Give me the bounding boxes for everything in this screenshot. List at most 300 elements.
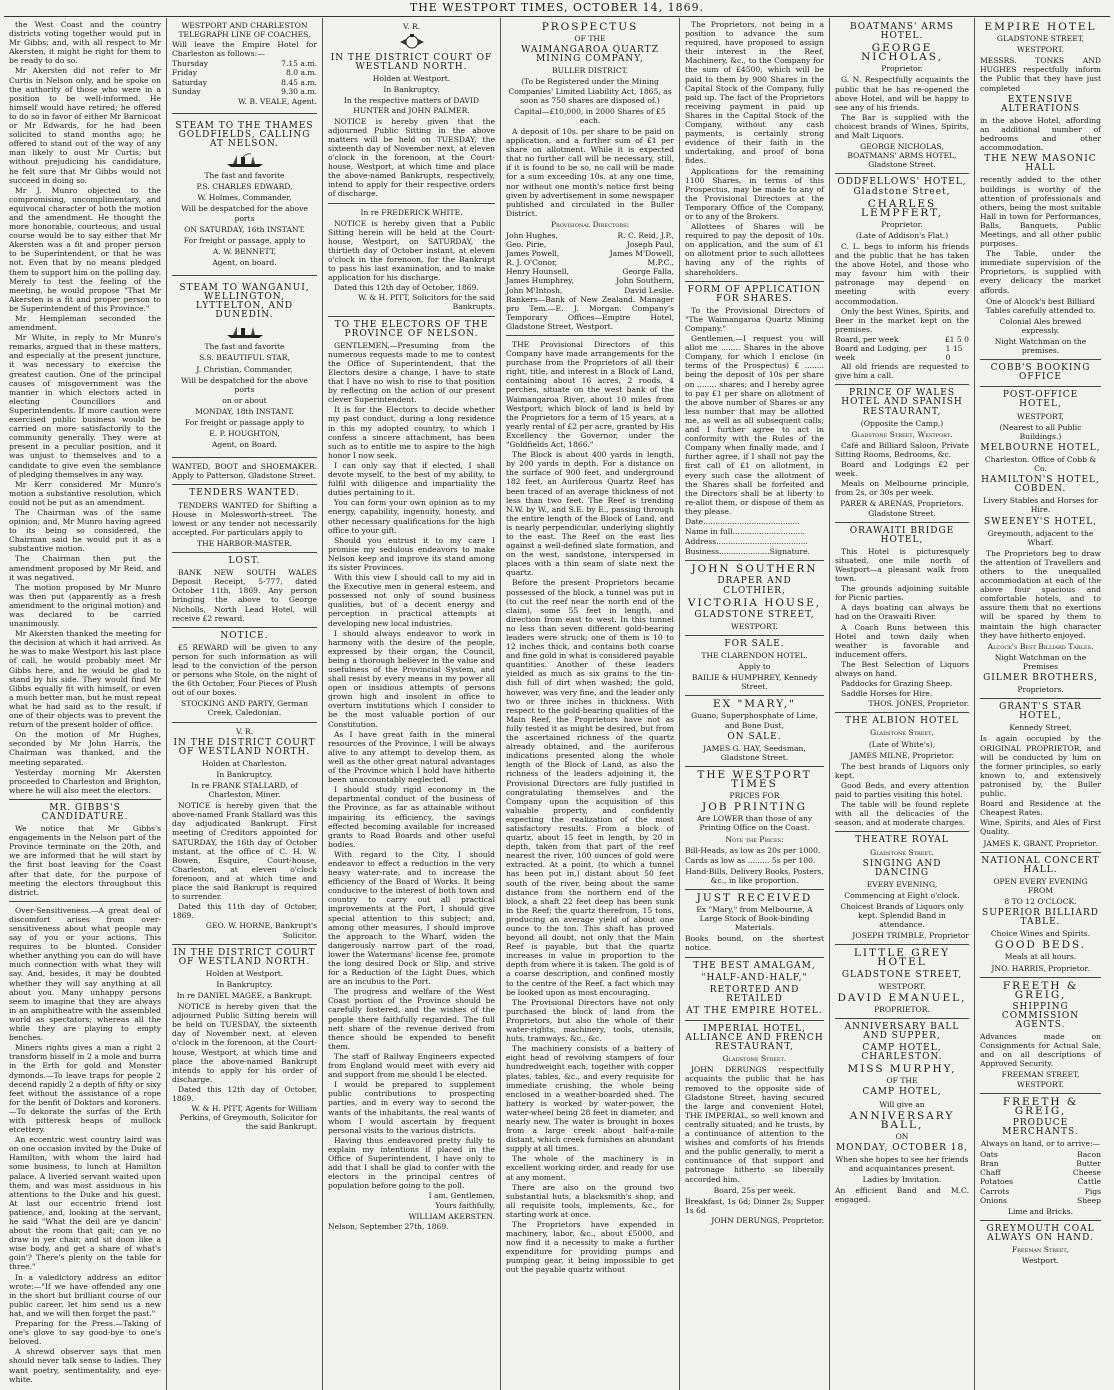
deposit-para: A deposit of 10s. per share to be paid on application, and a further sum of £1 per share on allotment. While it is expected that no further call will be necessary, still, if it is found to be so, no call will be made for a sum exceeding 10s. at any one time, nor without one month's notice first being given by advertisement in some newspaper published and circulated in the Buller District. [506, 126, 674, 218]
wanganui-line: J. Christian, Commander, [196, 364, 293, 374]
theatre-every: EVERY EVENING, [866, 879, 938, 889]
cl-late: (Late of Addison's Flat.) [855, 230, 949, 240]
court-signer-2: W. & H. PITT, Solicitors for the said Bankrupts. [358, 293, 495, 312]
po-title: POST-OFFICE HOTEL, [1002, 390, 1079, 410]
times-job: JOB PRINTING [702, 801, 807, 814]
court-title: IN THE DISTRICT COURT OF WESTLAND NORTH. [173, 737, 316, 757]
report-paragraph: the West Coast and the country districts voting together would put in Mr Gibbs; and, with all respect to Mr Akersten, it might be right for them to be ready to do so. [9, 20, 161, 66]
divider [172, 627, 317, 628]
court-re: In the respective matters of DAVID HUNTER and JOHN PALMER. [343, 96, 480, 115]
vr-mark: V. R. [235, 726, 254, 736]
produce-row-cell: Carrots [980, 1186, 1010, 1196]
divider [980, 386, 1101, 387]
prospectus-paragraph: THE Provisional Directors of this Company have made arrangements for the purchase from the Proprietors of all their right, title, and interest in a Block of Land, containing about 16 acres, 2 roods, 4 perches, situate on the west bank of the Waimangaroa River, about 10 miles from Westport; which block of land is held by the Proprietors for a term of 15 years, at a yearly rental of £2 per acre, granted by His Excellency the Governor, under the "Goldfields Act, 1866." [506, 340, 674, 450]
just-received: JUST RECEIVED [696, 891, 813, 904]
form-to: To the Provisional Directors of "The Waimangaroa Quartz Mining Company." [685, 305, 824, 333]
cl-wines: Only the best Wines, Spirits, and Beer in the market kept on the premises. [835, 306, 969, 334]
fg1-shipping: SHIPPING COMMISSION AGENTS. [1001, 1001, 1080, 1030]
empire-town: WESTPORT. [1017, 45, 1064, 55]
produce-row-cell: Bran [980, 1159, 999, 1169]
oddfellows-title: ODDFELLOWS' HOTEL, Gladstone Street, [837, 177, 967, 197]
director-row-cell: Geo. Pirie, [506, 240, 547, 250]
form-fields [685, 517, 824, 556]
wanganui-details [172, 342, 317, 449]
wanganui-line: Agent, on Board. [211, 440, 278, 450]
prospectus-of: OF THE [574, 34, 606, 44]
pow-opposite: (Opposite the Camp,) [860, 418, 944, 428]
report-paragraph: Mr Akersten thanked the meeting for the decision at which it had arrived. As he was to make Westport his last place of call, he would probably meet Mr Gibbs here, and he would be glad to stand by his side. They would find Mr Gibbs equally fit with himself, or even a much better man, but he must repeat what he had said as to the result, if one of their objects was to prevent the return of the present holder of office. [9, 629, 161, 730]
meals-text: Meals at all hours. [1004, 952, 1077, 962]
southern-name: JOHN SOUTHERN [691, 563, 818, 576]
rate-row-cell: £1 5 0 [944, 334, 969, 344]
report-paragraph: Yesterday morning Mr Akersten proceeded to Charleston and Brighton, where he will also meet the electors. [9, 767, 161, 795]
nch-title: NATIONAL CONCERT HALL. [981, 855, 1100, 875]
court-held: Holden at Westport. [372, 74, 451, 84]
murphy-band: An efficient Band and M.C. engaged. [835, 1186, 969, 1205]
letter-paragraph: You can form your own opinion as to my energy, capability, ingenuity, honesty, and other necessary qualifications for the high office to your gift. [328, 498, 495, 535]
letter-paragraph: With this view I should call to my aid in the Executive men in general esteem, and possessed not only of sound business qualities, but of a decent energy and perception in practical attempts at developing new local industries. [328, 573, 495, 628]
steamship-icon [225, 152, 265, 168]
mary-sale: ON SALE. [727, 731, 782, 742]
report-paragraph: Mr Hempleman seconded the amendment. [9, 314, 161, 333]
director-row [506, 286, 674, 295]
alterations-text: in the above Hotel, affording an additional number of bedrooms and other accommodation. [980, 115, 1101, 153]
steamship-icon [225, 323, 265, 339]
miscellany-paragraph: Preparing for the Press.—Taking of one's glove to say good-bye to one's beloved. [9, 1319, 161, 1347]
cl-proprietor: Proprietor. [881, 219, 923, 229]
coal-title: GREYMOUTH COAL ALWAYS ON HAND. [986, 1223, 1095, 1243]
times-title: THE WESTPORT TIMES [697, 768, 812, 791]
mary-title: EX "MARY," [713, 698, 796, 711]
ales-text: Colonial Ales brewed expressly. [999, 316, 1082, 335]
divider [980, 1093, 1101, 1094]
letter-paragraph: I would be prepared to supplement public contributions to prospecting parties, and in every way to second the wants of the inhabitants, the real wants of whom I would ascertain by frequent personal visits to the various districts. [328, 1080, 495, 1135]
court-date: Dated this 11th day of October, 1869. [172, 902, 317, 921]
gn-bar: The Bar is supplied with the choicest brands of Wines, Spirits, and Malt Liquors. [835, 112, 969, 141]
gsh-title: GRANT'S STAR HOTEL, [999, 702, 1082, 722]
court2-re: In re DANIEL MAGEE, a Bankrupt. [176, 990, 313, 1000]
form-field: Name in full.............................. [685, 527, 805, 537]
thames-line: W. Holmes, Commander, [197, 193, 292, 203]
prospectus-paragraph: Allottees of Shares will be required to pay the deposit of 10s. on application, and the sum of £1 on allotment prior to such allottees having any of the rights of shareholders. [685, 222, 824, 277]
divider [835, 384, 969, 385]
times-price-row: Bill-Heads, as low as 20s per 1000. [685, 845, 821, 855]
form-field: Address...................................... [685, 537, 808, 547]
meeting-report [9, 20, 161, 795]
divider [328, 203, 495, 204]
report-paragraph: Mr White, in reply to Mr Munro's remarks, argued that in these matters, and especially at the present juncture, it was necessary to exercise the greatest caution. One of the principal causes of misgovernment was the manner in which electors acted in electing Councillors and Superintendents. If more caution were exercised public business would be carried on more satisfactorily to the community generally. They were at present in a peculiar position, and it was unjust to themselves and to a candidate to give even the semblance of pledging themselves in any way. [9, 333, 161, 479]
fg2-lime: Lime and Bricks. [1007, 1206, 1074, 1216]
emanuel-proprietor: PROPRIETOR. [874, 1004, 930, 1014]
court-held: Holden at Charleston. [202, 758, 287, 768]
just-books: Books bound, on the shortest notice. [685, 934, 824, 953]
masonic-text: recently added to the other buildings is worthy of the attention of professionals and others, being the most suitable Hall in town for Performances, Balls, Banquets, Public Meetings, and all other public purposes. [980, 175, 1101, 249]
court2-signer: W. & H. PITT, Agents for William Perkins, of Greymouth, Solicitor for the said Bankrupt. [179, 1104, 317, 1132]
letter-paragraph: The staff of Railway Engineers expected from England would meet with every aid and support from me should I be elected. [328, 1051, 495, 1080]
column-5 [680, 18, 830, 1390]
murphy-on: ON [895, 1131, 909, 1141]
theatre-title: THEATRE ROYAL [855, 835, 949, 846]
report-paragraph: The motion proposed by Mr Munro was then put (apparently as a fresh amendment to the original motion) and was declared to be carried unanimously. [9, 582, 161, 629]
divider [835, 522, 969, 523]
prospectus-paragraph: The whole of the machinery is in excellent working order, and ready for use at any moment. [506, 1154, 674, 1182]
court-bankruptcy: In Bankruptcy. [216, 769, 273, 779]
amalgam-text: RETORTED AND RETAILED [709, 984, 800, 1004]
thames-line: ON SATURDAY, 16th INSTANT. [184, 224, 305, 234]
melbourne-text: Charleston. Office of Cobb & Co. [984, 454, 1097, 474]
produce-row [980, 1177, 1101, 1186]
timetable-row-cell: Friday [172, 68, 198, 78]
coach-title: WESTPORT AND CHARLESTON TELEGRAPH LINE OF COACHES, [178, 21, 311, 40]
murphy-ladies: Ladies by Invitation. [862, 1175, 942, 1185]
orawaiti-signer: THOS. JONES, Proprietor. [868, 699, 969, 709]
emanuel-name: DAVID EMANUEL, [837, 991, 967, 1004]
albion-late: (Late of White's), [868, 739, 936, 749]
produce-row [980, 1168, 1101, 1177]
divider [172, 722, 317, 723]
sale-text: THE CLARENDON HOTEL. [701, 651, 808, 660]
vr-mark: V. R. [402, 22, 421, 31]
court-text-2: NOTICE is hereby given that a Public Sitting herein will be held at the Court-house, Westport, on SATURDAY, the thirtieth day of October instant, at eleven o'clock in the forenoon, for the Bankrupt to pass his last examination, and to make application for his discharge. [328, 218, 495, 283]
thames-details [172, 171, 317, 267]
lost-text: BANK NEW SOUTH WALES Deposit Receipt, 5-777, dated October 11th, 1869. Any person bringing the above to George Nicholls, North Lead Hotel, will receive £2 reward. [172, 568, 317, 623]
pow-board: Board and Lodgings £2 per week. [835, 460, 969, 479]
melbourne-title: MELBOURNE HOTEL, [980, 442, 1101, 453]
fg2-title: FREETH & GREIG, [1002, 1095, 1079, 1117]
orawaiti-saddle: Saddle Horses for Hire. [841, 689, 933, 699]
miscellany-paragraph: A shrewd observer says that men should never talk sense to ladies. They want poetry, sentimentality, and eye-white. [9, 1347, 161, 1384]
lgh-title: LITTLE GREY HOTEL [853, 947, 951, 969]
wanganui-steam-ad [172, 280, 317, 453]
coach-intro: Will leave the Empire Hotel for Charleston as follows:— [172, 40, 317, 59]
royal-crest-icon [399, 33, 425, 51]
letter-paragraph: As I have great faith in the mineral resources of the Province, I will be always alive to any attempt to develop them, as well as the other great natural advantages of the Province which I hold have hitherto been unaccountably neglected. [328, 729, 495, 785]
directors-heading: Provisional Directors: [550, 219, 630, 229]
report-paragraph: The Chairman was of the same opinion; and, Mr Munro having agreed to its being so considered, the Chairman said he would put it as a substantive motion. [9, 507, 161, 554]
times-price-row: Cards as low as ......... 5s per 100. [685, 855, 816, 865]
prospectus-paragraph: The Proprietors, not being in a position to advance the sum required, have proposed to assign their interest in the Reef, Machinery, &c., to the Company for the sum of £4500, which will be paid to them by 900 Shares in the Capital Stock of the Company, fully paid up. The fact of the Proprietors receiving payment in paid up Shares in the Capital Stock of the Company, without any cash payments, is certainly strong evidence of their faith in the undertaking, and proof of bona fides. [685, 20, 824, 166]
divider [172, 275, 317, 276]
tonks-text: MESSRS. TONKS AND HUGHES respectfully inform the Public that they have just completed [980, 56, 1101, 93]
timetable-row [172, 78, 317, 87]
timetable-row-cell: 7.15 a.m. [281, 59, 317, 69]
amalgam-title: THE BEST AMALGAM, [693, 960, 816, 971]
pow-text: Café and Billiard Saloon, Private Sitting Rooms, Bedrooms, &c. [835, 440, 969, 459]
nch-time: 8 TO 12 O'CLOCK. [1004, 896, 1077, 906]
court-re-2: In re FREDERICK WHITE. [360, 207, 463, 217]
cobb-heading: COBB'S BOOKING OFFICE [990, 363, 1091, 383]
murphy-of: OF THE [886, 1076, 918, 1086]
column-3 [323, 18, 501, 1390]
divider [172, 484, 317, 485]
mary-text: Guano, Superphosphate of Lime, and Bone Dust, [691, 711, 818, 730]
timetable-row [172, 87, 317, 96]
divider [172, 552, 317, 553]
gilmer-proprietors: Proprietors. [1017, 685, 1064, 695]
orawaiti-liquors: The Best Selection of Liquors always on hand. [835, 659, 969, 678]
court2-title: IN THE DISTRICT COURT OF WESTLAND NORTH. [173, 947, 316, 967]
ball-title: ANNIVERSARY BALL AND SUPPER, [844, 1021, 960, 1041]
divider [9, 901, 161, 902]
thames-line: For freight or passage, apply to [183, 235, 306, 245]
sale-heading: FOR SALE. [724, 638, 785, 649]
masthead: THE WESTPORT TIMES, OCTOBER 14, 1869. [4, 0, 1110, 17]
company-name: WAIMANGAROA QUARTZ MINING COMPANY, [521, 45, 659, 65]
letter-paragraph: GENTLEMEN,—Presuming from the numerous requests made to me to contest the Office of Superintendent, that the Electors desire a change, I have to state that I have no wish to rise to that position by reflecting on the action of our present clever Superintendent. [328, 340, 495, 405]
wanganui-line: The fast and favorite [204, 342, 285, 352]
timetable-row-cell: Thursday [172, 59, 209, 69]
director-row-cell: James M'Dowell, [609, 249, 674, 259]
electors-heading: TO THE ELECTORS OF THE PROVINCE OF NELSON. [334, 319, 489, 339]
miscellany-paragraph: Over-Sensitiveness.—A great deal of discomfort arises from over-sensitiveness about what people may say of you or your actions. This requires to be blunted. Consider whether anything you can do will have much connection with what they will say. And, besides, it may be doubted whether they will say anything at all about you. Many unhappy persons seem to imagine that they are always in an amphitheatre with the assembled world as spectators; whereas all the while they are playing to empty benches. [9, 905, 161, 1043]
times-note: Note the Prices: [725, 834, 784, 844]
times-lower: Are LOWER than those of any Printing Office on the Coast. [696, 814, 813, 833]
director-row-cell: Henry Hounsell, [506, 267, 569, 277]
director-row-cell: John M'Intosh, [506, 285, 563, 295]
cl-text: C. L. begs to inform his friends and the public that he has taken the above Hotel, and those who may favour him with their patronage may depend on meeting with every accommodation. [835, 241, 969, 306]
murphy-date: MONDAY, OCTOBER 18, [835, 1142, 969, 1153]
produce-row-cell: Pigs [1084, 1186, 1101, 1196]
prospectus-paragraph: Before the present Proprietors became possessed of the block, a tunnel was put in (to cut the reef near the north end of the claim), some 55 feet in length, and direction from east to west. In this tunnel no less than seven different gold-bearing leaders were struck; one of them is 10 to 12 inches thick, and contains both coarse and fine gold in what is considered payable quantities. Another of these leaders yielded as much as six grains to the tin-dish full of dirt when washed; the gold, however, was very fine, and the leader only two or three inches in thickness. With respect to the gold-bearing qualities of the Main Reef, the Proprietors have not as fully tested it as might be desired, but from the ascertained richness of the quartz already obtained, and the auriferous indications presented along the whole length of the Block of Land, as also the richness of the leaders adjoining it, the Provisional Directors are fully justified in congratulating themselves and the Company upon the acquisition of this valuable property, and confidently expecting the realization of the most satisfactory results. From a block of quartz, about 15 feet in length, by 20 in depth, taken from that part of the reef nearest the river, 100 ounces of gold were extracted. At a point, (to which a tunnel has been put in,) distant about 50 feet south of the river, being about the same distance from the northern end of the block, a shaft 22 feet deep has been sunk in the Reef; the quartz therefrom, 15 tons, producing an average yield of about one ounce to the ton. This shaft has proved beyond all doubt, not only that the Main Reef is payable, but that the quartz increases in value in proportion to the depth from where it is taken. The gold is of a coarse description, and confined mostly to the centre of the Reef, a fact which may be looked upon as most encouraging. [506, 578, 674, 997]
director-row-cell: James Powell, [506, 249, 560, 259]
sale-apply: Apply to [738, 662, 771, 672]
prospectus-title: PROSPECTUS [541, 21, 639, 33]
fg1-title: FREETH & GREIG, [1002, 979, 1079, 1001]
theatre-signer: JOSEPH TRIMBLE, Proprietor [852, 931, 969, 941]
produce-row-cell: Potatoes [980, 1177, 1013, 1187]
produce-row-cell: Sheep [1077, 1195, 1101, 1205]
form-field: Date........................................ [685, 516, 800, 526]
southern-trade: DRAPER AND CLOTHIER, [717, 576, 792, 596]
albion-table: The table will be found replete with all the delicacies of the season, and at moderate charges. [835, 800, 969, 828]
theatre-sing: SINGING AND DANCING [862, 858, 942, 878]
divider [980, 698, 1101, 699]
report-paragraph: Mr J. Munro objected to the compromising, uncomplimentary, and equivocal character of both the motion and the amendment. He thought the more honorable, courteous, and usual course would be to say either that Mr Akersten was a fit and proper person to be Superintendent, or that he was not. Even that by no means pledged them to support him on the polling day. Merely to test the feeling of the meeting, he would propose "That Mr Akersten is a fit and proper person to be Superintendent of this Province." [9, 185, 161, 313]
just-text: Ex "Mary," from Melbourne, A Large Stock of Book-binding Materials. [696, 905, 813, 933]
notice-heading: NOTICE. [220, 630, 269, 641]
director-row-cell: David Leslie. [624, 285, 674, 295]
wanganui-line: MONDAY, 18th INSTANT. [195, 406, 294, 416]
director-row [506, 249, 674, 258]
imperial-signer: JOHN DERUNGS, Proprietor. [711, 1215, 824, 1225]
letter-paragraph: Should you entrust it to my care I promise my sedulous endeavors to make Nelson keep and improve its stand among its sister Provinces. [328, 535, 495, 572]
prospectus-body [506, 340, 674, 1275]
gibbs-text: We notice that Mr Gibbs's engagements in the Nelson part of the Province terminate on the 20th, and we are informed that he will start by the first boat leaving for the Coast after that date, for the purpose of meeting the electors throughout this district. [9, 824, 161, 897]
divider [980, 359, 1101, 360]
column-2 [167, 18, 323, 1390]
director-row [506, 276, 674, 285]
thames-title: STEAM TO THE THAMES GOLDFIELDS, CALLING AT NELSON. [175, 120, 314, 150]
prospectus-paragraph: The Proprietors have expended in machinery, labor, &c., about £5000, and now find it a necessity to make a further expenditure for providing pumps and pumping gear, it being impossible to get out the payable quartz without [506, 1220, 674, 1275]
billiard-text: Choice Wines and Spirits. [990, 929, 1091, 939]
southern-house: VICTORIA HOUSE, [687, 596, 822, 609]
coach-timetable [172, 59, 317, 95]
gibbs-heading: MR. GIBBS'S CANDIDATURE. [41, 802, 129, 822]
coal-street: Freeman Street, [1011, 1244, 1070, 1254]
divider [685, 766, 824, 767]
court2-date: Dated this 12th day of October, 1869. [172, 1084, 317, 1103]
director-row-cell: M.P.C., [647, 258, 674, 268]
gn-text: G. N. Respectfully acquaints the public that he has re-opened the above Hotel, and will be happy to see any of his friends. [835, 75, 969, 112]
divider [685, 957, 824, 958]
gn-name: GEORGE NICHOLAS, [861, 42, 943, 64]
timetable-row-cell: 9.30 a.m. [281, 86, 317, 96]
pow-meals: Meals on Melbourne principle, from 2s, or 30s per week. [835, 479, 969, 498]
southern-street: GLADSTONE STREET, [694, 609, 815, 620]
divider [685, 695, 824, 696]
prospectus-continued [685, 20, 824, 277]
rate-row [835, 344, 969, 362]
lost-heading: LOST. [228, 556, 261, 567]
night-text: Night Watchman on the premises. [994, 337, 1087, 356]
harris-signer: JNO. HARRIS, Proprietor. [991, 963, 1090, 973]
court2-held: Holden at Westport. [205, 968, 284, 978]
produce-row-cell: Chaff [980, 1168, 1001, 1178]
letter-paragraph: I should always endeavor to work in harmony with the desire of the people, expressed by their organ, the Council, being a thorough believer in the value and usefulness of the Provincial System, and shall resist by every means in my power all open or insidious attempts of persons grown high and insolent in office to overturn institutions which I consider to be the most valuable portion of our Constitution. [328, 628, 495, 729]
produce-row [980, 1159, 1101, 1168]
director-row-cell: George Falla, [622, 267, 674, 277]
letter-paragraph: I can only say that if elected, I shall devote myself, to the best of my ability, to fulfil with diligence and impartiality the duties pertaining to it. [328, 460, 495, 498]
alcock-text: One of Alcock's best Billiard Tables carefully attended to. [985, 296, 1096, 315]
orawaiti-coach: A Coach Runs between this Hotel and town daily when weather is favorable and inducement offers. [835, 622, 969, 659]
lgh-town: WESTPORT. [878, 981, 926, 991]
boatmans-title: BOATMANS' ARMS HOTEL. [850, 22, 954, 42]
murphy-text: When she hopes to see her friends and acquaintances present. [835, 1155, 969, 1174]
empire-street: GLADSTONE STREET, [996, 34, 1085, 44]
po-town: WESTPORT, [1017, 411, 1064, 421]
pow-signer: PARER & ARENAS, Proprietors. Gladstone Street. [840, 499, 964, 518]
gsh-board: Board and Residence at the Cheapest Rates. [980, 799, 1101, 818]
night2-text: Night Watchman on the Premises [994, 652, 1087, 671]
wanganui-line: S.S. BEAUTIFUL STAR, [199, 353, 290, 363]
column-6 [830, 18, 975, 1390]
divider [835, 1018, 969, 1019]
letter-signer: WILLIAM AKERSTEN. [408, 1211, 495, 1221]
wanganui-line: on or about [222, 395, 267, 405]
divider [328, 316, 495, 317]
divider [685, 635, 824, 636]
times-handbills: Hand-Bills, Delivery Books, Posters, &c., in like proportion. [685, 866, 824, 885]
company-district: BULLER DISTRICT. [552, 66, 628, 76]
murphy-will: Will give an [879, 1099, 925, 1109]
fg2-produce-list [980, 1150, 1101, 1205]
form-field: Business.....................Signature. [685, 547, 811, 557]
divider [980, 1220, 1101, 1221]
produce-row [980, 1196, 1101, 1205]
divider [685, 281, 824, 282]
murphy-camp: CAMP HOTEL, [862, 1087, 942, 1098]
sweeney-title: SWEENEY'S HOTEL, [983, 516, 1098, 527]
director-row-cell: James Humphrey, [506, 276, 574, 286]
letter-paragraph: Having thus endeavored pretty fully to explain my intentions if placed in the Office of Superintendent, I have only to add that I shall be glad to confer with the electors in the principal centres of population before going to the poll. [328, 1135, 495, 1191]
court2-text: NOTICE is hereby given that the adjourned Public Sitting herein will be held on TUESDAY, the sixteenth day of November next, at eleven o'clock in the forenoon, at the Court-house, Westport, at which time and place the above-named Bankrupt intends to apply for his order of discharge. [172, 1002, 317, 1084]
court-signer: GEO. W. HORNE, Bankrupt's Solicitor. [205, 921, 317, 940]
divider [172, 457, 317, 458]
imperial-title: IMPERIAL HOTEL, ALLIANCE AND FRENCH RESTAURANT, [685, 1024, 824, 1053]
gsh-text: Is again occupied by the ORIGINAL PROPRIETOR, and will be conducted by him on the former principles, so early known to, and extensively patronised by, the Buller public. [980, 734, 1101, 799]
divider [685, 889, 824, 890]
empire-title: EMPIRE HOTEL [984, 21, 1097, 33]
tenders-text: TENDERS WANTED for Shifting a House in Molesworth-street. The lowest or any tender not necessarily accepted. For particulars apply to [172, 500, 317, 537]
prospectus-paragraph: The Block is about 400 yards in length, by 200 yards in depth. For a distance on the surface of 900 feet, and underground 182 feet, an Auriferous Quartz Reef has been traced of an average thickness of not less than two feet. The Reef is trending N.W. by W., and S.E. by E., passing through the entire length of the Block of Land, and is nearly perpendicular, underlying slightly to the east. The Reef on the east lies against a well-defined slate formation, and on the west, sandstone, interspersed in places with a thin seam of slate next the quartz. [506, 450, 674, 578]
po-near: (Nearest to all Public Buildings.) [999, 422, 1082, 441]
thames-line: Will be despatched for the above ports [181, 204, 308, 223]
cl-note: All old friends are requested to give him a call. [835, 362, 969, 381]
divider [835, 173, 969, 174]
sale-signer: BAILIE & HUMPHREY, Kennedy Street. [691, 673, 818, 692]
divider [172, 944, 317, 945]
times-prices-list [685, 846, 824, 865]
rate-row-cell: 1 15 0 [945, 344, 963, 363]
produce-row [980, 1150, 1101, 1159]
report-paragraph: Mr Kerr considered Mr Munro's motion a substantive resolution, which could not be put as an amendment. [9, 479, 161, 507]
columns [4, 18, 1110, 1390]
divider [506, 335, 674, 336]
orawaiti-text: This Hotel is picturesquely situated, one mile north of Westport—a pleasant walk from town. [835, 546, 969, 584]
divider [172, 113, 317, 114]
imperial-text: JOHN DERUNGS respectfully acquaints the public that he has removed to the opposite side of Gladstone Street, having secured the large and convenient Hotel, THE IMPERIAL, so well known and centrally situated; and he trusts, by a continuance of attention to the wishes and comforts of his friends and the public generally, to merit a continuance of that support and patronage hitherto so liberally accorded him. [685, 1065, 824, 1184]
lgh-street: GLADSTONE STREET, [841, 969, 963, 980]
alterations-heading: EXTENSIVE ALTERATIONS [1000, 94, 1081, 114]
capital-note: Capital—£10,000, in 2000 Shares of £5 each. [514, 106, 666, 125]
cl-name: CHARLES LEMPFERT, [861, 197, 943, 219]
produce-row-cell: Cattle [1077, 1177, 1101, 1187]
rate-row [835, 335, 969, 344]
gn-proprietor: Proprietor. [881, 64, 923, 74]
billiard-title: SUPERIOR BILLIARD TABLE. [982, 908, 1099, 928]
director-row [506, 240, 674, 249]
registration-note: (To be Registered under the Mining Companies' Limited Liability Act, 1865, as soon as 750 shares are disposed of.) [508, 77, 672, 105]
report-paragraph: Mr Akersten did not refer to Mr Curtis in Nelson only, and he spoke on the authority of those who were in a position to be well-informed. He himself would have retired; he offered to do so in favor of either Mr Barnicoat or Mr Edwards, for he had been solicited to stand months ago; he offered to stand out of the way of any man likely to oust Mr Curtis; but without prejudicing his candidature, he felt sure that Mr Gibbs would not succeed in doing so. [9, 66, 161, 185]
rate-row-cell: Board and Lodging, per week [835, 344, 927, 363]
divider [835, 712, 969, 713]
sweeney-text: Greymouth, adjacent to the Wharf. [987, 528, 1094, 547]
timetable-row-cell: Sunday [172, 86, 201, 96]
imperial-board: Board, 25s per week. [713, 1185, 796, 1195]
directors-list [506, 231, 674, 295]
electors-letter [328, 341, 495, 1191]
produce-row-cell: Bacon [1077, 1150, 1101, 1160]
notice-signer: STOCKING AND PARTY, German Creek, Caledonian. [181, 699, 308, 718]
amalgam-at: AT THE EMPIRE HOTEL. [686, 1005, 823, 1016]
court-text: NOTICE is hereby given that the adjourned Public Sitting in the above matters will be held on TUESDAY, the sixteenth day of November next, at eleven o'clock in the forenoon, at the Court-house, Westport, at which time and place the above-named Bankrupts, respectively, intend to apply for their respective orders of discharge. [328, 116, 495, 199]
thames-line: Agent, on board. [212, 257, 277, 267]
miscellany-paragraph: Miners rights gives a man a right 2 transform hisself in 2 a mole and burra in the Erth for gold and Monster dymonds.—To leave traps for people 2 decend rapidly 2 a depth of fifty or sixy feet without the assistance of a rope for the benfit of Doktors and koroners.—To dekorate the surfas of the Erth with pitteresk heaps of mullock etcettery. [9, 1043, 161, 1135]
letter-paragraph: It is for the Electors to decide whether my past conduct, during a long residence in this my adopted country, to which I confess a sincere attachment, has been such as to entitle me to aspire to the high honor I now seek. [328, 405, 495, 460]
masonic-heading: THE NEW MASONIC HALL [984, 154, 1097, 174]
miscellany-paragraph: An eccentric west country laird was on one occasion invited by the Duke of Hamilton, with whom the laird had some business, to lunch at Hamilton palace. A liveried servant waited upon them, and was most assiduous in his attentions to the Duke and his guest. At last our eccentric friend lost patience, and, looking at the servant, he said "What the deil are ye dancin' about the room that gait; can ye no draw in yer chair, and sit doon like a wise body, and get a share of what's goin'? There's plenty on the table for three." [9, 1135, 161, 1272]
court2-bankruptcy: In Bankruptcy. [216, 979, 273, 989]
albion-beds: Good Beds, and every attention paid to parties visiting this hotel. [835, 780, 969, 800]
gn-signer: GEORGE NICHOLAS, BOATMANS' ARMS HOTEL, Gladstone Street. [847, 142, 957, 170]
murphy-ball: ANNIVERSARY BALL, [849, 1109, 955, 1131]
wanganui-line: Will be despatched for the above ports [181, 375, 308, 394]
divider [9, 799, 161, 800]
director-row-cell: John Hughes, [506, 230, 558, 240]
coach-agent: W. B. VEALE, Agent. [238, 96, 317, 106]
orawaiti-grounds: The grounds adjoining suitable for Picnic parties. [835, 584, 969, 603]
letter-paragraph: The progress and welfare of the West Coast portion of the Province should be carefully fostered, and the wishes of the people there faithfully regarded. The full nett share of the revenue derived from thence should be expended to benefit them. [328, 987, 495, 1051]
hamilton-title: HAMILTON'S HOTEL, COBDEN. [981, 475, 1100, 495]
ball-at: CAMP HOTEL, CHARLESTON. [861, 1043, 943, 1063]
murphy-name: MISS MURPHY, [847, 1063, 957, 1076]
rate-row-cell: Board, per week [835, 334, 899, 344]
nch-open: OPEN EVERY EVENING FROM [993, 876, 1088, 895]
divider [685, 560, 824, 561]
timetable-row-cell: 8.45 a.m. [281, 77, 317, 87]
miscellany [9, 906, 161, 1384]
thames-line: The fast and favorite [204, 171, 285, 181]
